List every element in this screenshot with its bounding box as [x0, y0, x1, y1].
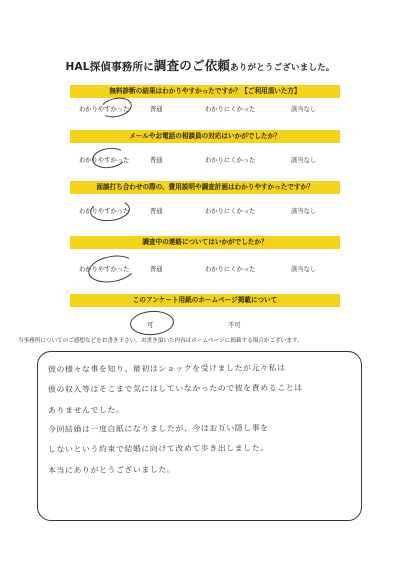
q1-selection-circle: [98, 95, 133, 120]
q5-selection-circle: [129, 309, 175, 336]
q1-option-normal[interactable]: 普通: [150, 106, 163, 113]
q4-option-na[interactable]: 該当なし: [291, 266, 317, 273]
q2-option-na[interactable]: 該当なし: [291, 157, 317, 164]
q2-option-normal[interactable]: 普通: [150, 157, 163, 164]
question-4-options: [0, 264, 400, 276]
question-2-header: メールやお電話の相談員の対応はいかがでしたか？: [70, 130, 340, 143]
q3-selection-circle: [89, 198, 131, 223]
question-5-header: このアンケート用紙のホームページ掲載について: [70, 294, 340, 307]
comment-prompt: 当事務所についてのご感想などをお書き下さい。お書き頂いた内容はホームページに掲載する場合がございます。: [18, 338, 303, 344]
comment-line-4: 今回結婚は一度白紙になりましたが、今はお互い隠し事を: [47, 423, 269, 434]
comment-line-3: ありませんでした。: [47, 405, 125, 415]
q3-option-na[interactable]: 該当なし: [291, 208, 317, 215]
comment-line-5: しないという約束で結婚に向けて改めて歩き出しました。: [47, 443, 269, 454]
title-emphasis: 調査のご依頼: [153, 58, 231, 73]
question-2-options: [0, 155, 400, 167]
q3-option-easy[interactable]: わかりやすかった: [79, 208, 130, 215]
q1-option-na[interactable]: 該当なし: [291, 106, 317, 113]
q4-option-normal[interactable]: 普通: [150, 266, 163, 273]
question-4-header: 調査中の連絡についてはいかがでしたか？: [70, 236, 340, 249]
q4-option-easy[interactable]: わかりやすかった: [79, 266, 130, 273]
question-1-options: [0, 104, 400, 116]
question-3-options: [0, 206, 400, 218]
comment-line-2: 彼の収入等はそこまで気にはしていなかったので彼を責めることは: [47, 383, 303, 394]
q3-option-hard[interactable]: わかりにくかった: [205, 208, 256, 215]
q5-option-yes[interactable]: 可: [147, 322, 154, 329]
q1-option-easy[interactable]: わかりやすかった: [79, 106, 130, 113]
q1-option-hard[interactable]: わかりにくかった: [205, 106, 256, 113]
q4-selection-circle: [86, 252, 138, 286]
comment-line-6: 本当にありがとうございました。: [47, 465, 176, 475]
question-3-header: 面談打ち合わせの際の、費用説明や調査計画はわかりやすかったですか？: [70, 181, 340, 194]
q4-option-hard[interactable]: わかりにくかった: [205, 266, 256, 273]
comment-box[interactable]: [37, 351, 362, 521]
q3-option-normal[interactable]: 普通: [150, 208, 163, 215]
title-prefix: HAL探偵事務所に: [65, 61, 154, 73]
q2-option-hard[interactable]: わかりにくかった: [205, 157, 256, 164]
title-suffix: ありがとうございました。: [230, 63, 335, 73]
page-title: [0, 56, 400, 74]
comment-line-1: 彼の様々な事を知り、最初はショックを受けましたが元々私は: [47, 363, 286, 374]
question-5-options: [0, 320, 400, 332]
question-1-header: 無料診断の結果はわかりやすかったですか？【ご利用頂いた方】: [70, 85, 340, 98]
q5-option-no[interactable]: 不可: [228, 322, 241, 329]
q2-option-easy[interactable]: わかりやすかった: [79, 157, 130, 164]
